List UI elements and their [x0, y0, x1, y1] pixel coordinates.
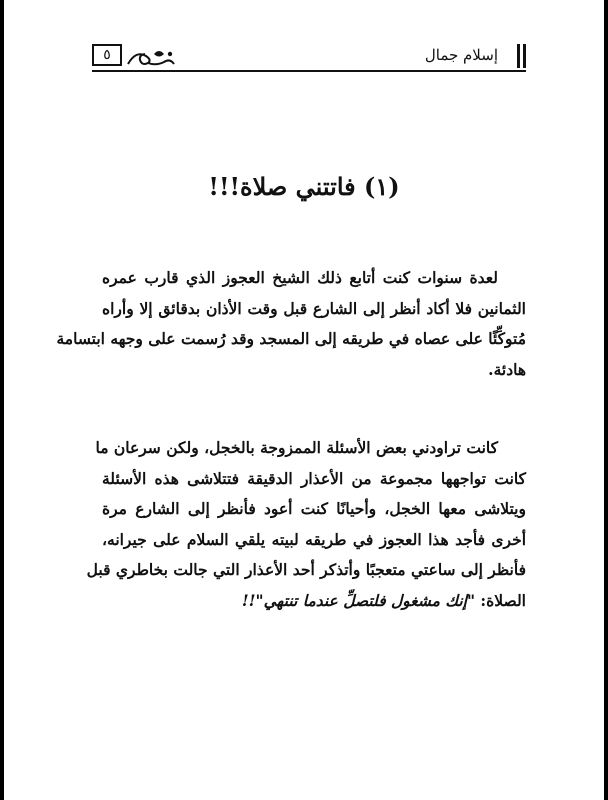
text-line: ويتلاشى معها الخجل، وأحيانًا كنت أعود فأنظر إلى الشارع مرة: [102, 499, 526, 518]
text-line: كانت تواجهها مجموعة من الأعذار الدقيقة فتتلاشى هذه الأسئلة: [102, 468, 526, 488]
ornament-icon: [126, 46, 176, 68]
text-line: أخرى فأجد هذا العجوز في طريقه لبيته يلقي السلام على جيرانه،: [102, 529, 526, 549]
text-line: مُتوكِّئًا على عصاه في طريقه إلى المسجد وقد رُسمت على وجهه ابتسامة: [56, 329, 526, 348]
text-line: الثمانين فلا أكاد أنظر إلى الشارع قبل وقت الأذان بدقائق إلا وأراه: [102, 298, 526, 318]
header-rule: [92, 70, 526, 72]
author-name: إسلام جمال: [424, 46, 498, 64]
text-line: كانت تراودني بعض الأسئلة الممزوجة بالخجل، ولكن سرعان ما: [95, 438, 498, 457]
chapter-title: (١) فاتتني صلاة!!!: [208, 172, 400, 201]
paragraph-2: [86, 433, 526, 616]
closing-prefix: الصلاة:: [475, 590, 526, 610]
text-line: هادئة.: [488, 359, 526, 379]
page-number: ٥: [103, 47, 111, 63]
closing-line: [102, 586, 526, 617]
text-line: فأنظر إلى ساعتي متعجبًا وأتذكر أحد الأعذار التي جالت بخاطري قبل: [86, 560, 526, 579]
book-page: [4, 0, 604, 800]
text-line: لعدة سنوات كنت أتابع ذلك الشيخ العجوز الذي قارب عمره: [102, 268, 498, 287]
header-double-bar: [516, 44, 526, 68]
running-header: [92, 44, 526, 74]
paragraph-1: [56, 263, 526, 385]
quoted-excuse: "إنك مشغول فلتصلِّ عندما تنتهي"!!: [241, 590, 476, 610]
page-number-box: [92, 44, 122, 66]
